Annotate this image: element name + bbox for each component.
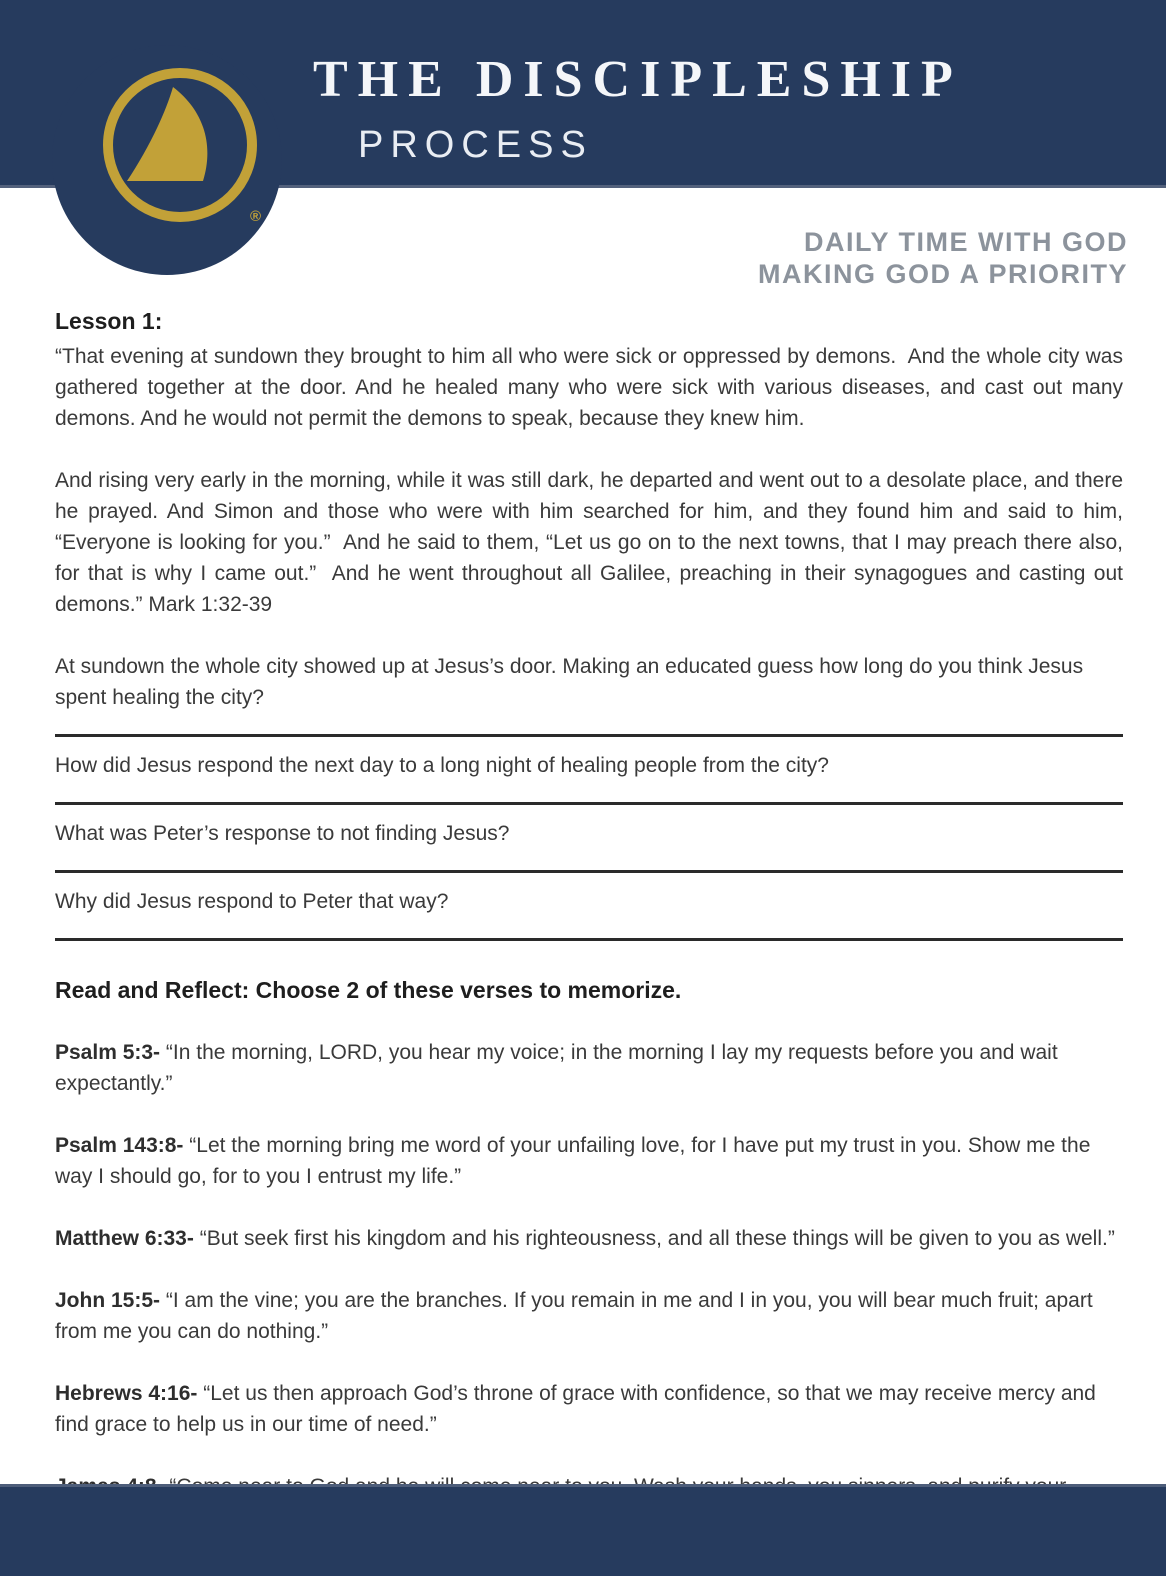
- footer-band: [0, 1484, 1166, 1576]
- tagline-line1: DAILY TIME WITH GOD: [803, 227, 1128, 257]
- verse-item: [55, 1285, 1123, 1347]
- verse-reference: Psalm 5:3-: [55, 1041, 161, 1064]
- verse-text: “I am the vine; you are the branches. If you remain in me and I in you, you will bear much fruit; apart from me you can do nothing.”: [55, 1289, 1093, 1343]
- verse-text: “Let the morning bring me word of your unfailing love, for I have put my trust in you. Show me the way I should go, for to you I entrust my life.”: [55, 1134, 1091, 1188]
- intro-question: At sundown the whole city showed up at Jesus’s door. Making an educated guess how long do you think Jesus spent healing the city?: [55, 655, 1084, 709]
- answer-line: [55, 938, 1123, 941]
- lesson-heading: Lesson 1:: [55, 308, 163, 334]
- answer-line: [55, 734, 1123, 737]
- answer-line: [55, 870, 1123, 873]
- read-reflect-heading: Read and Reflect: Choose 2 of these verses to memorize.: [55, 977, 682, 1003]
- answer-line: [55, 802, 1123, 805]
- question: Why did Jesus respond to Peter that way?: [55, 890, 449, 913]
- verse-text: “Let us then approach God’s throne of grace with confidence, so that we may receive mercy and find grace to help us in our time of need.”: [55, 1382, 1096, 1436]
- verse-text: “In the morning, LORD, you hear my voice; in the morning I lay my requests before you and wait expectantly.”: [55, 1041, 1058, 1095]
- verse-item: [55, 1037, 1123, 1099]
- verse-reference: John 15:5-: [55, 1289, 161, 1312]
- scripture-paragraph: And rising very early in the morning, while it was still dark, he departed and went out to a desolate place, and there he prayed. And Simon and those who were with him searched for him, and they found him and said to him, “Everyone is looking for you.” And he said to them, “Let us go on to the next towns, that I may preach there also, for that is why I came out.” And he went throughout all Galilee, preaching in their synagogues and casting out demons.” Mark 1:32-39: [55, 469, 1129, 616]
- registered-trademark-icon: ®: [250, 208, 262, 225]
- scripture-paragraph: “That evening at sundown they brought to him all who were sick or oppressed by demons. And the whole city was gathered together at the door. And he healed many who were sick with various diseases, and cast out many demons. And he would not permit the demons to speak, because they knew him.: [55, 345, 1129, 430]
- verse-item: [55, 1378, 1123, 1440]
- logo-badge: [52, 45, 282, 275]
- sailboat-icon: [125, 85, 215, 185]
- tagline-line2: MAKING GOD A PRIORITY: [757, 259, 1128, 289]
- verse-item: [55, 1223, 1123, 1254]
- verse-item: [55, 1130, 1123, 1192]
- question: How did Jesus respond the next day to a long night of healing people from the city?: [55, 754, 829, 777]
- page-title: THE DISCIPLESHIP: [313, 51, 963, 108]
- verse-reference: Matthew 6:33-: [55, 1227, 194, 1250]
- page-subtitle: PROCESS: [358, 124, 593, 166]
- verse-text: “But seek first his kingdom and his righteousness, and all these things will be given to you as well.”: [199, 1227, 1115, 1250]
- verse-reference: Psalm 143:8-: [55, 1134, 184, 1157]
- question: What was Peter’s response to not finding Jesus?: [55, 822, 510, 845]
- verse-reference: Hebrews 4:16-: [55, 1382, 198, 1405]
- worksheet-body: [55, 306, 1129, 1533]
- tagline: [758, 226, 1128, 290]
